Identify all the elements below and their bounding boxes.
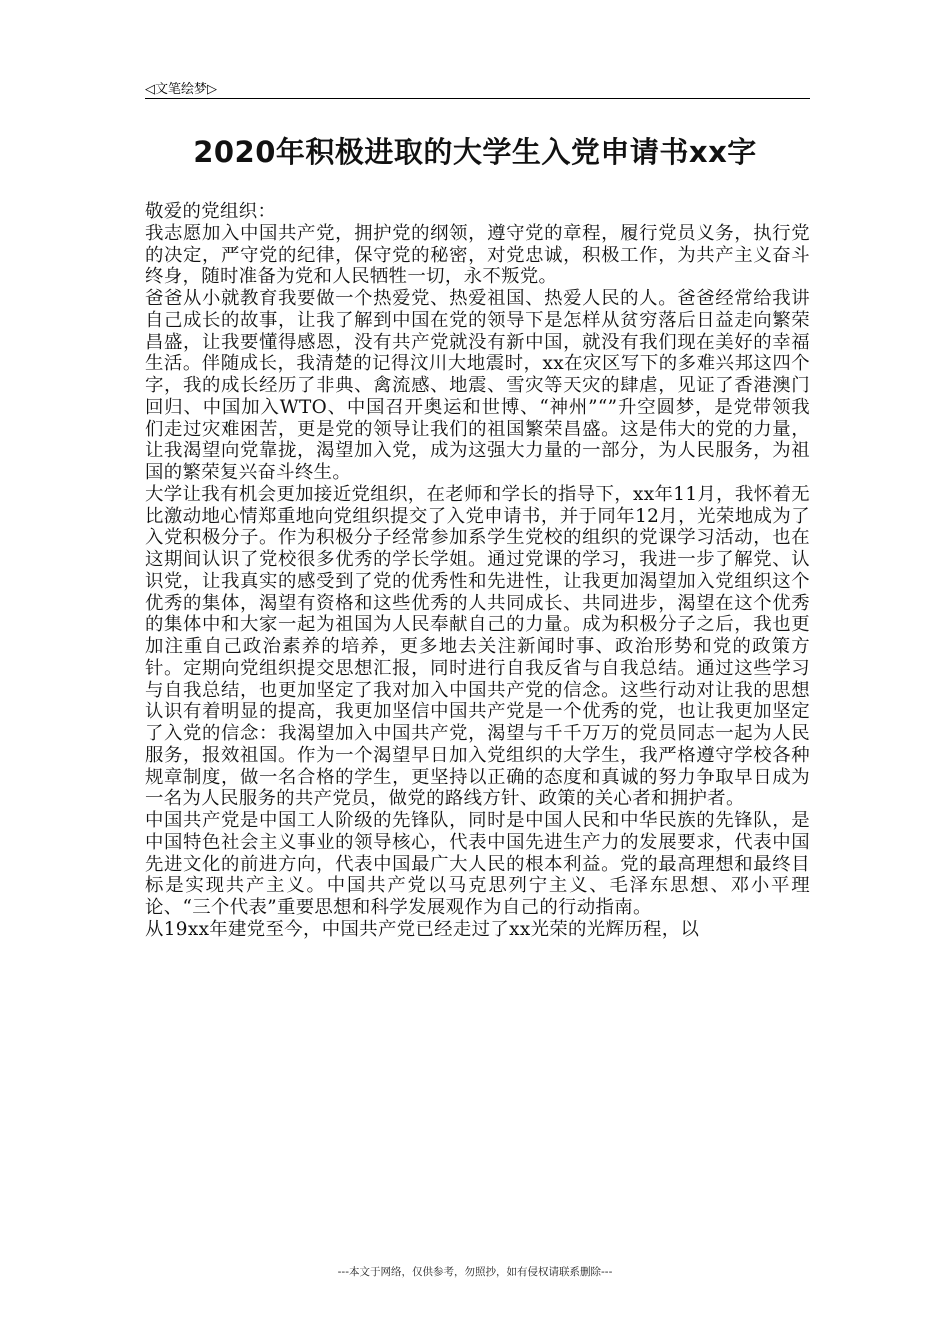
body-paragraph: 我志愿加入中国共产党，拥护党的纲领，遵守党的章程，履行党员义务，执行党的决定，严守党的纪律，保守党的秘密，对党忠诚，积极工作，为共产主义奋斗终身，随时准备为党和人民牺牲一切，永不叛党。: [145, 222, 810, 288]
body-paragraph: 从19xx年建党至今，中国共产党已经走过了xx光荣的光辉历程，以: [145, 918, 700, 940]
page-header: [145, 70, 810, 99]
page-footer: ---本文于网络，仅供参考，勿照抄，如有侵权请联系删除---: [337, 1266, 613, 1278]
body-paragraph: 爸爸从小就教育我要做一个热爱党、热爱祖国、热爱人民的人。爸爸经常给我讲自己成长的故事，让我了解到中国在党的领导下是怎样从贫穷落后日益走向繁荣昌盛，让我要懂得感恩，没有共产党就没有新中国，就没有我们现在美好的幸福生活。伴随成长，我清楚的记得汶川大地震时，xx在灾区写下的多难兴邦这四个字，我的成长经历了非典、禽流感、地震、雪灾等天灾的肆虐，见证了香港澳门回归、中国加入WTO、中国召开奥运和世博、“神州”“”升空圆梦，是党带领我们走过灾难困苦，更是党的领导让我们的祖国繁荣昌盛。这是伟大的党的力量，让我渴望向党靠拢，渴望加入党，成为这强大力量的一部分，为人民服务，为祖国的繁荣复兴奋斗终生。: [145, 288, 810, 483]
header-brand: ◁文笔绘梦▷: [145, 82, 217, 97]
body-paragraph: 中国共产党是中国工人阶级的先锋队，同时是中国人民和中华民族的先锋队，是中国特色社会主义事业的领导核心，代表中国先进生产力的发展要求，代表中国先进文化的前进方向，代表中国最广大人民的根本利益。党的最高理想和最终目标是实现共产主义。中国共产党以马克思列宁主义、毛泽东思想、邓小平理论、“三个代表”重要思想和科学发展观作为自己的行动指南。: [145, 810, 810, 918]
body-paragraph: 大学让我有机会更加接近党组织，在老师和学长的指导下，xx年11月，我怀着无比激动地心情郑重地向党组织提交了入党申请书，并于同年12月，光荣地成为了入党积极分子。作为积极分子经常参加系学生党校的组织的党课学习活动，也在这期间认识了党校很多优秀的学长学姐。通过党课的学习，我进一步了解党、认识党，让我真实的感受到了党的优秀性和先进性，让我更加渴望加入党组织这个优秀的集体，渴望有资格和这些优秀的人共同成长、共同进步，渴望在这个优秀的集体中和大家一起为祖国为人民奉献自己的力量。成为积极分子之后，我也更加注重自己政治素养的培养，更多地去关注新闻时事、政治形势和党的政策方针。定期向党组织提交思想汇报，同时进行自我反省与自我总结。通过这些学习与自我总结，也更加坚定了我对加入中国共产党的信念。这些行动对让我的思想认识有着明显的提高，我更加坚信中国共产党是一个优秀的党，也让我更加坚定了入党的信念：我渴望加入中国共产党，渴望与千千万万的党员同志一起为人民服务，报效祖国。作为一个渴望早日加入党组织的大学生，我严格遵守学校各种规章制度，做一名合格的学生，更坚持以正确的态度和真诚的努力争取早日成为一名为人民服务的共产党员，做党的路线方针、政策的关心者和拥护者。: [145, 483, 810, 810]
salutation: 敬爱的党组织：: [145, 201, 277, 222]
document-body: [145, 201, 810, 941]
document-title: 2020年积极进取的大学生入党申请书xx字: [193, 135, 757, 169]
